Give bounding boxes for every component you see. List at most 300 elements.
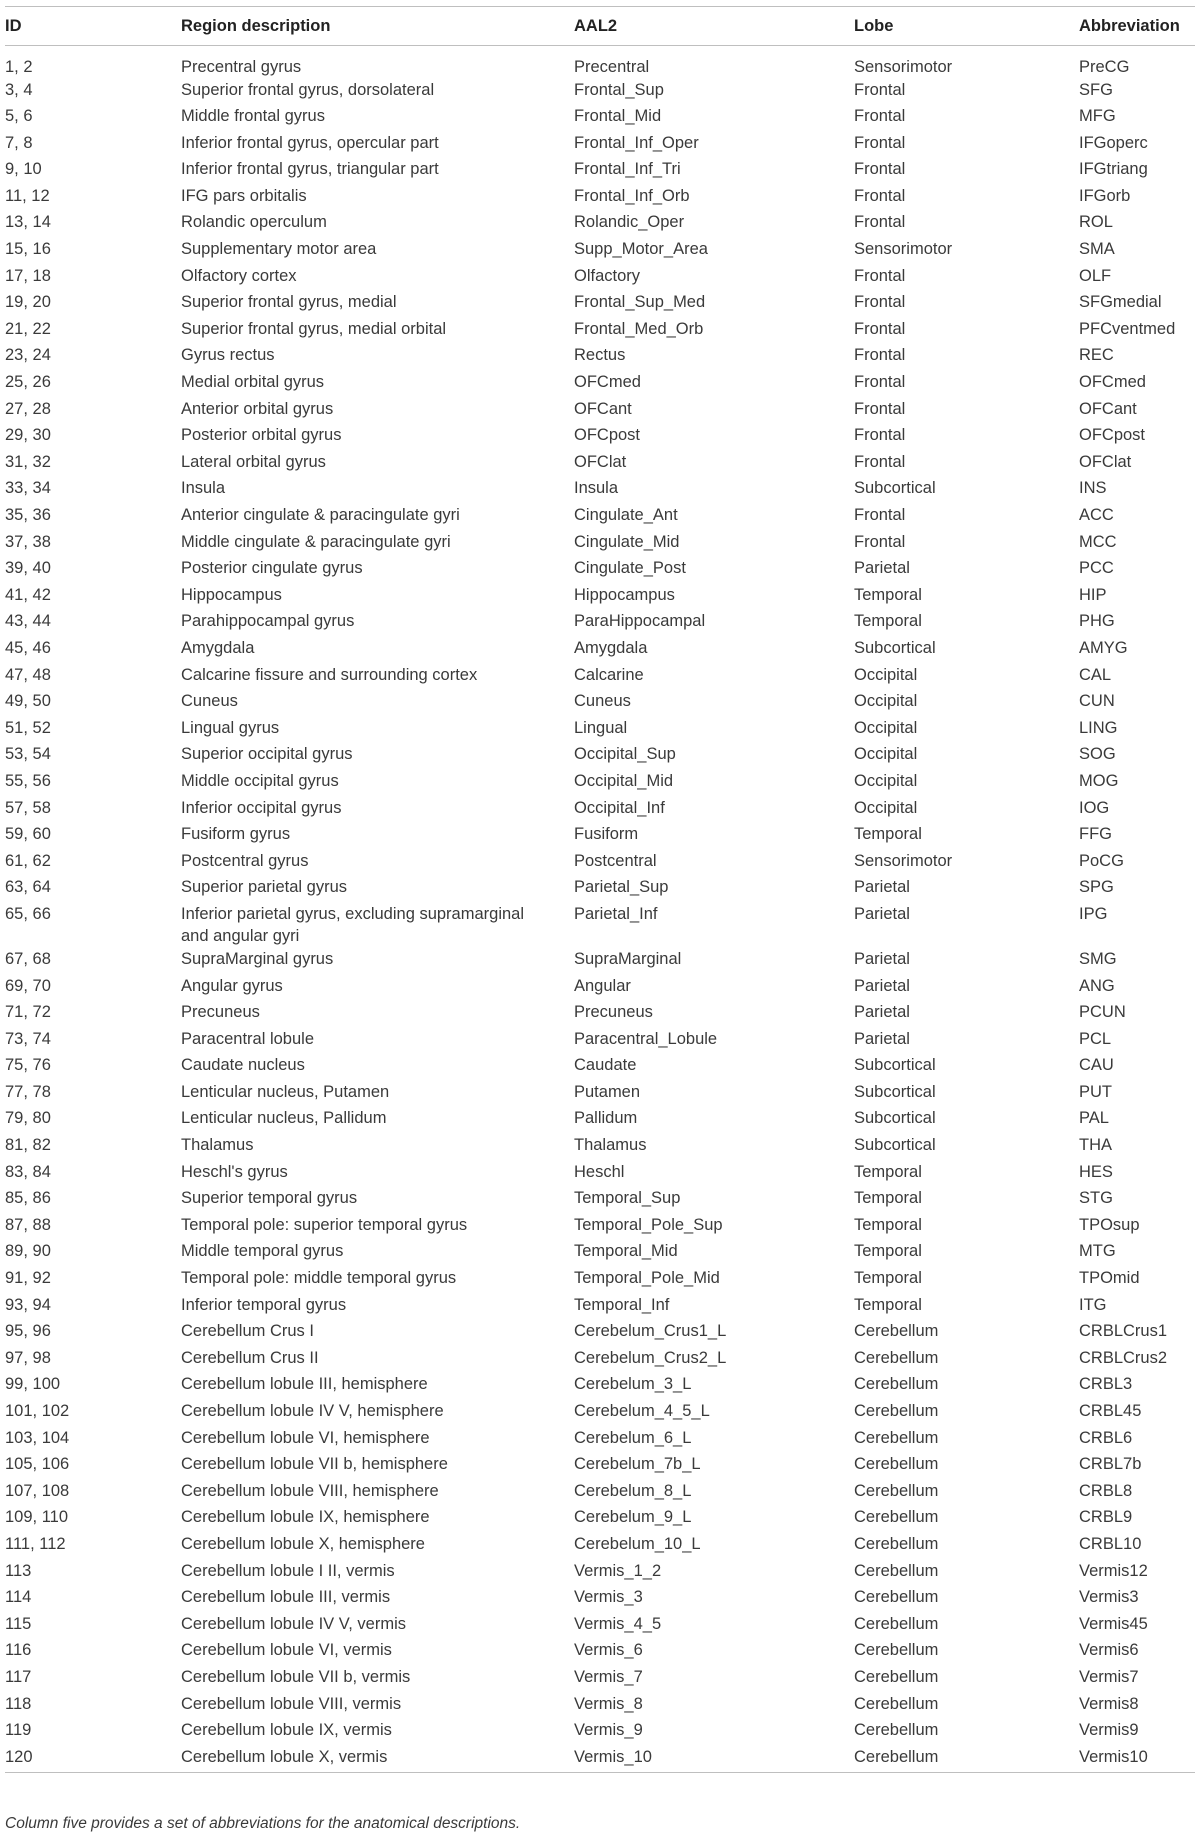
table-row xyxy=(5,770,1195,797)
cell-region-description: Lateral orbital gyrus xyxy=(181,452,326,471)
cell-id: 11, 12 xyxy=(5,186,50,205)
table-row xyxy=(5,1107,1195,1134)
table-row xyxy=(5,105,1195,132)
cell-aal2: Rectus xyxy=(574,346,626,365)
table-row xyxy=(5,1054,1195,1081)
cell-aal2: Occipital_Sup xyxy=(574,745,676,764)
cell-id: 29, 30 xyxy=(5,426,51,445)
cell-lobe: Frontal xyxy=(854,266,906,285)
cell-lobe: Cerebellum xyxy=(854,1588,939,1607)
cell-region-description: SupraMarginal gyrus xyxy=(181,949,334,968)
cell-abbreviation: PCL xyxy=(1079,1029,1112,1048)
cell-id: 117 xyxy=(5,1667,32,1686)
cell-abbreviation: Vermis3 xyxy=(1079,1588,1139,1607)
cell-aal2: Frontal_Inf_Tri xyxy=(574,160,681,179)
table-row xyxy=(5,1560,1195,1587)
cell-lobe: Parietal xyxy=(854,949,910,968)
cell-id: 69, 70 xyxy=(5,976,51,995)
cell-lobe: Subcortical xyxy=(854,1109,936,1128)
table-row xyxy=(5,477,1195,504)
cell-lobe: Cerebellum xyxy=(854,1508,939,1527)
cell-aal2: Pallidum xyxy=(574,1109,638,1128)
table-row xyxy=(5,1081,1195,1108)
table-row xyxy=(5,185,1195,212)
cell-aal2: ParaHippocampal xyxy=(574,612,706,631)
cell-aal2: Cerebelum_3_L xyxy=(574,1375,692,1394)
cell-abbreviation: SPG xyxy=(1079,878,1114,897)
cell-id: 17, 18 xyxy=(5,266,51,285)
cell-id: 115 xyxy=(5,1614,32,1633)
cell-abbreviation: Vermis8 xyxy=(1079,1694,1139,1713)
table-row xyxy=(5,717,1195,744)
table-row xyxy=(5,1746,1195,1773)
cell-id: 45, 46 xyxy=(5,638,51,657)
cell-aal2: Angular xyxy=(574,976,631,995)
cell-id: 67, 68 xyxy=(5,949,51,968)
region-table xyxy=(5,6,1195,1773)
cell-abbreviation: IOG xyxy=(1079,798,1110,817)
cell-aal2: Precuneus xyxy=(574,1003,653,1022)
cell-lobe: Temporal xyxy=(854,1215,922,1234)
cell-region-description: Lenticular nucleus, Pallidum xyxy=(181,1109,387,1128)
cell-lobe: Frontal xyxy=(854,452,906,471)
cell-id: 5, 6 xyxy=(5,107,33,126)
cell-aal2: Temporal_Inf xyxy=(574,1295,670,1314)
table-row xyxy=(5,132,1195,159)
cell-lobe: Occipital xyxy=(854,665,918,684)
cell-id: 113 xyxy=(5,1561,32,1580)
cell-region-description: Cerebellum lobule VIII, hemisphere xyxy=(181,1481,439,1500)
table-row xyxy=(5,1320,1195,1347)
table-row xyxy=(5,1639,1195,1666)
cell-abbreviation: CRBL8 xyxy=(1079,1481,1133,1500)
cell-abbreviation: CRBL45 xyxy=(1079,1402,1142,1420)
cell-lobe: Frontal xyxy=(854,426,906,445)
cell-aal2: Supp_Motor_Area xyxy=(574,240,708,259)
table-row xyxy=(5,1187,1195,1214)
cell-lobe: Sensorimotor xyxy=(854,851,953,870)
cell-abbreviation: FFG xyxy=(1079,825,1112,844)
cell-abbreviation: ACC xyxy=(1079,506,1114,524)
cell-abbreviation: SFG xyxy=(1079,80,1113,99)
cell-aal2: Occipital_Mid xyxy=(574,771,674,790)
table-row xyxy=(5,876,1195,903)
cell-aal2: Fusiform xyxy=(574,825,639,844)
table-row xyxy=(5,584,1195,611)
cell-id: 79, 80 xyxy=(5,1109,51,1128)
cell-region-description: Cerebellum Crus II xyxy=(181,1348,319,1367)
cell-aal2: Paracentral_Lobule xyxy=(574,1029,718,1048)
cell-aal2: Frontal_Sup xyxy=(574,80,664,99)
cell-lobe: Frontal xyxy=(854,506,906,524)
cell-aal2: Temporal_Sup xyxy=(574,1189,681,1208)
cell-region-description: Cerebellum lobule IX, hemisphere xyxy=(181,1508,430,1527)
cell-abbreviation: ITG xyxy=(1079,1295,1107,1314)
cell-lobe: Frontal xyxy=(854,346,906,365)
cell-region-description: Paracentral lobule xyxy=(181,1029,314,1048)
cell-aal2: Heschl xyxy=(574,1162,625,1181)
cell-lobe: Parietal xyxy=(854,904,910,923)
cell-abbreviation: MFG xyxy=(1079,107,1116,126)
cell-aal2: Vermis_10 xyxy=(574,1747,652,1766)
cell-aal2: Cingulate_Mid xyxy=(574,532,680,551)
cell-lobe: Sensorimotor xyxy=(854,240,953,259)
cell-abbreviation: Vermis7 xyxy=(1079,1667,1139,1686)
cell-abbreviation: CRBL6 xyxy=(1079,1428,1133,1447)
cell-region-description: Cerebellum lobule X, hemisphere xyxy=(181,1534,425,1553)
cell-id: 105, 106 xyxy=(5,1455,70,1474)
cell-abbreviation: SMA xyxy=(1079,240,1115,259)
cell-lobe: Cerebellum xyxy=(854,1481,939,1500)
cell-region-description: Gyrus rectus xyxy=(181,346,275,365)
cell-abbreviation: THA xyxy=(1079,1136,1112,1155)
cell-id: 53, 54 xyxy=(5,745,51,764)
cell-lobe: Cerebellum xyxy=(854,1667,939,1686)
cell-abbreviation: CRBL10 xyxy=(1079,1534,1142,1553)
cell-region-description: Postcentral gyrus xyxy=(181,851,309,870)
cell-abbreviation: IFGoperc xyxy=(1079,133,1148,152)
table-row xyxy=(5,1480,1195,1507)
cell-aal2: Hippocampus xyxy=(574,585,675,604)
cell-region-description: Posterior cingulate gyrus xyxy=(181,559,363,578)
cell-id: 97, 98 xyxy=(5,1348,51,1367)
table-row xyxy=(5,1134,1195,1161)
table-row xyxy=(5,1161,1195,1188)
cell-aal2: Cingulate_Post xyxy=(574,559,686,578)
cell-aal2: Frontal_Med_Orb xyxy=(574,319,704,338)
cell-abbreviation: INS xyxy=(1079,479,1107,498)
cell-region-description: Caudate nucleus xyxy=(181,1056,305,1075)
cell-lobe: Temporal xyxy=(854,1242,922,1261)
cell-abbreviation: SOG xyxy=(1079,745,1116,764)
cell-abbreviation: CRBL7b xyxy=(1079,1455,1142,1474)
cell-abbreviation: MCC xyxy=(1079,532,1117,551)
table-row xyxy=(5,1427,1195,1454)
table-row xyxy=(5,211,1195,238)
cell-abbreviation: HIP xyxy=(1079,585,1107,604)
table-footnote: Column five provides a set of abbreviations for the anatomical descriptions. xyxy=(5,1815,521,1832)
cell-region-description: Middle cingulate & paracingulate gyri xyxy=(181,532,451,551)
cell-id: 119 xyxy=(5,1721,32,1740)
cell-region-description: Superior frontal gyrus, medial orbital xyxy=(181,319,447,338)
cell-aal2: Parietal_Inf xyxy=(574,904,658,923)
cell-abbreviation: Vermis9 xyxy=(1079,1721,1139,1740)
table-row xyxy=(5,424,1195,451)
cell-lobe: Frontal xyxy=(854,373,906,392)
cell-region-description: Inferior frontal gyrus, triangular part xyxy=(181,160,439,179)
cell-id: 73, 74 xyxy=(5,1029,51,1048)
cell-aal2: Occipital_Inf xyxy=(574,798,665,817)
cell-abbreviation: SMG xyxy=(1079,949,1117,968)
cell-abbreviation: OFCant xyxy=(1079,399,1137,418)
cell-aal2: OFClat xyxy=(574,452,627,471)
cell-id: 3, 4 xyxy=(5,80,33,99)
table-row xyxy=(5,1028,1195,1055)
cell-region-description: Cerebellum lobule III, vermis xyxy=(181,1588,391,1607)
cell-abbreviation: TPOmid xyxy=(1079,1269,1140,1288)
cell-aal2: Cingulate_Ant xyxy=(574,506,678,524)
table-row xyxy=(5,797,1195,824)
cell-id: 93, 94 xyxy=(5,1295,51,1314)
cell-region-description: Cerebellum lobule IV V, hemisphere xyxy=(181,1402,444,1420)
cell-lobe: Cerebellum xyxy=(854,1455,939,1474)
cell-abbreviation: MTG xyxy=(1079,1242,1116,1261)
cell-abbreviation: CAU xyxy=(1079,1056,1114,1075)
table-row xyxy=(5,531,1195,558)
cell-lobe: Subcortical xyxy=(854,1082,936,1101)
cell-region-description: Middle temporal gyrus xyxy=(181,1242,344,1261)
table-row xyxy=(5,850,1195,877)
table-row xyxy=(5,948,1195,975)
cell-id: 118 xyxy=(5,1694,32,1713)
cell-aal2: Temporal_Mid xyxy=(574,1242,678,1261)
cell-region-description: Cerebellum lobule IV V, vermis xyxy=(181,1614,406,1633)
cell-id: 77, 78 xyxy=(5,1082,51,1101)
cell-abbreviation: ROL xyxy=(1079,213,1113,232)
cell-region-description: Cerebellum lobule III, hemisphere xyxy=(181,1375,428,1394)
cell-region-description: Rolandic operculum xyxy=(181,213,327,232)
cell-region-description: Cerebellum lobule VI, vermis xyxy=(181,1641,392,1660)
table-row xyxy=(5,1347,1195,1374)
cell-aal2: Caudate xyxy=(574,1056,637,1075)
cell-region-description: Insula xyxy=(181,479,226,498)
table-row xyxy=(5,265,1195,292)
table-row xyxy=(5,975,1195,1002)
cell-id: 116 xyxy=(5,1641,32,1660)
cell-region-description: Cerebellum Crus I xyxy=(181,1322,314,1341)
cell-aal2: Frontal_Inf_Oper xyxy=(574,133,699,152)
cell-lobe: Sensorimotor xyxy=(854,58,953,76)
table-row xyxy=(5,1693,1195,1720)
cell-abbreviation: CAL xyxy=(1079,665,1112,684)
cell-lobe: Frontal xyxy=(854,532,906,551)
cell-region-description: Anterior cingulate & paracingulate gyri xyxy=(181,506,460,524)
cell-lobe: Parietal xyxy=(854,1003,910,1022)
cell-lobe: Subcortical xyxy=(854,479,936,498)
table-row xyxy=(5,318,1195,345)
cell-aal2: Putamen xyxy=(574,1082,641,1101)
cell-aal2: Vermis_9 xyxy=(574,1721,643,1740)
cell-region-description: Medial orbital gyrus xyxy=(181,373,325,392)
cell-id: 7, 8 xyxy=(5,133,33,152)
header-aal2: AAL2 xyxy=(574,16,618,35)
cell-aal2: Parietal_Sup xyxy=(574,878,669,897)
cell-region-description: Temporal pole: middle temporal gyrus xyxy=(181,1269,457,1288)
cell-abbreviation: PCC xyxy=(1079,559,1114,578)
cell-region-description: Inferior parietal gyrus, excluding supramarginal and angular gyri xyxy=(181,904,525,946)
cell-id: 63, 64 xyxy=(5,878,51,897)
cell-aal2: Cerebelum_4_5_L xyxy=(574,1402,710,1420)
cell-lobe: Temporal xyxy=(854,1189,922,1208)
cell-id: 71, 72 xyxy=(5,1003,51,1022)
cell-lobe: Temporal xyxy=(854,825,922,844)
cell-abbreviation: PFCventmed xyxy=(1079,319,1176,338)
cell-lobe: Temporal xyxy=(854,585,922,604)
cell-aal2: Thalamus xyxy=(574,1136,647,1155)
cell-aal2: SupraMarginal xyxy=(574,949,682,968)
cell-region-description: Parahippocampal gyrus xyxy=(181,612,355,631)
cell-id: 35, 36 xyxy=(5,506,51,524)
cell-abbreviation: ANG xyxy=(1079,976,1115,995)
cell-abbreviation: Vermis6 xyxy=(1079,1641,1139,1660)
cell-region-description: Superior frontal gyrus, dorsolateral xyxy=(181,80,435,99)
cell-lobe: Temporal xyxy=(854,612,922,631)
cell-id: 37, 38 xyxy=(5,532,51,551)
cell-aal2: Vermis_4_5 xyxy=(574,1614,662,1633)
cell-region-description: Inferior frontal gyrus, opercular part xyxy=(181,133,439,152)
cell-id: 51, 52 xyxy=(5,718,51,737)
cell-aal2: Cuneus xyxy=(574,692,631,711)
table-row xyxy=(5,690,1195,717)
cell-abbreviation: IPG xyxy=(1079,904,1108,923)
table-row xyxy=(5,238,1195,265)
cell-region-description: Anterior orbital gyrus xyxy=(181,399,334,418)
cell-region-description: Superior parietal gyrus xyxy=(181,878,347,897)
table-row xyxy=(5,344,1195,371)
cell-aal2: Cerebelum_9_L xyxy=(574,1508,692,1527)
cell-region-description: Superior occipital gyrus xyxy=(181,745,353,764)
cell-abbreviation: PreCG xyxy=(1079,58,1130,76)
cell-lobe: Subcortical xyxy=(854,1056,936,1075)
cell-abbreviation: PCUN xyxy=(1079,1003,1126,1022)
cell-abbreviation: LING xyxy=(1079,718,1118,737)
cell-id: 25, 26 xyxy=(5,373,51,392)
cell-lobe: Frontal xyxy=(854,319,906,338)
cell-lobe: Frontal xyxy=(854,213,906,232)
cell-abbreviation: CRBLCrus1 xyxy=(1079,1322,1168,1341)
table-row xyxy=(5,1400,1195,1427)
cell-abbreviation: Vermis45 xyxy=(1079,1614,1148,1633)
table-row xyxy=(5,1294,1195,1321)
cell-abbreviation: IFGorb xyxy=(1079,186,1131,205)
cell-aal2: OFCpost xyxy=(574,426,641,445)
cell-id: 33, 34 xyxy=(5,479,51,498)
cell-region-description: Supplementary motor area xyxy=(181,240,377,259)
cell-lobe: Cerebellum xyxy=(854,1322,939,1341)
cell-aal2: Frontal_Mid xyxy=(574,107,662,126)
table-row xyxy=(5,1533,1195,1560)
cell-id: 1, 2 xyxy=(5,58,33,76)
cell-lobe: Temporal xyxy=(854,1162,922,1181)
cell-aal2: Olfactory xyxy=(574,266,641,285)
header-abbreviation: Abbreviation xyxy=(1079,16,1180,35)
table-body xyxy=(5,46,1195,1773)
table-row xyxy=(5,637,1195,664)
cell-region-description: Cuneus xyxy=(181,692,238,711)
cell-aal2: Cerebelum_Crus2_L xyxy=(574,1348,727,1367)
cell-aal2: OFCant xyxy=(574,399,632,418)
cell-abbreviation: PUT xyxy=(1079,1082,1112,1101)
cell-id: 89, 90 xyxy=(5,1242,51,1261)
table-row xyxy=(5,46,1195,79)
cell-lobe: Cerebellum xyxy=(854,1614,939,1633)
cell-lobe: Parietal xyxy=(854,878,910,897)
cell-aal2: Cerebelum_10_L xyxy=(574,1534,701,1553)
cell-aal2: Frontal_Sup_Med xyxy=(574,293,706,312)
cell-region-description: Calcarine fissure and surrounding cortex xyxy=(181,665,478,684)
cell-abbreviation: MOG xyxy=(1079,771,1119,790)
cell-lobe: Occipital xyxy=(854,798,918,817)
table-row xyxy=(5,451,1195,478)
cell-id: 99, 100 xyxy=(5,1375,61,1394)
cell-aal2: Calcarine xyxy=(574,665,644,684)
table-row xyxy=(5,1506,1195,1533)
cell-id: 21, 22 xyxy=(5,319,51,338)
cell-id: 109, 110 xyxy=(5,1508,69,1527)
cell-lobe: Temporal xyxy=(854,1269,922,1288)
cell-id: 61, 62 xyxy=(5,851,51,870)
cell-abbreviation: OFCmed xyxy=(1079,373,1146,392)
table-row xyxy=(5,823,1195,850)
cell-abbreviation: CRBLCrus2 xyxy=(1079,1348,1168,1367)
cell-lobe: Parietal xyxy=(854,1029,910,1048)
cell-abbreviation: TPOsup xyxy=(1079,1215,1140,1234)
cell-aal2: Cerebelum_Crus1_L xyxy=(574,1322,727,1341)
cell-id: 85, 86 xyxy=(5,1189,51,1208)
cell-region-description: IFG pars orbitalis xyxy=(181,186,307,205)
cell-aal2: Postcentral xyxy=(574,851,657,870)
cell-id: 103, 104 xyxy=(5,1428,70,1447)
table-header xyxy=(5,7,1195,46)
table-row xyxy=(5,398,1195,425)
table-row xyxy=(5,371,1195,398)
cell-lobe: Frontal xyxy=(854,80,906,99)
cell-aal2: Vermis_7 xyxy=(574,1667,643,1686)
cell-region-description: Superior temporal gyrus xyxy=(181,1189,358,1208)
cell-abbreviation: OFClat xyxy=(1079,452,1132,471)
cell-lobe: Cerebellum xyxy=(854,1641,939,1660)
cell-region-description: Superior frontal gyrus, medial xyxy=(181,293,397,312)
cell-abbreviation: OLF xyxy=(1079,266,1112,285)
cell-lobe: Cerebellum xyxy=(854,1428,939,1447)
cell-lobe: Cerebellum xyxy=(854,1348,939,1367)
cell-region-description: Heschl's gyrus xyxy=(181,1162,288,1181)
cell-abbreviation: Vermis12 xyxy=(1079,1561,1148,1580)
cell-region-description: Fusiform gyrus xyxy=(181,825,291,844)
table-row xyxy=(5,664,1195,691)
cell-lobe: Cerebellum xyxy=(854,1747,939,1766)
cell-aal2: Precentral xyxy=(574,58,650,76)
cell-region-description: Cerebellum lobule IX, vermis xyxy=(181,1721,392,1740)
table-row xyxy=(5,1373,1195,1400)
table-row xyxy=(5,1214,1195,1241)
cell-id: 15, 16 xyxy=(5,240,51,259)
cell-region-description: Cerebellum lobule VII b, vermis xyxy=(181,1667,411,1686)
cell-id: 59, 60 xyxy=(5,825,51,844)
cell-lobe: Cerebellum xyxy=(854,1721,939,1740)
cell-abbreviation: SFGmedial xyxy=(1079,293,1162,312)
cell-aal2: Amygdala xyxy=(574,638,648,657)
cell-region-description: Cerebellum lobule VIII, vermis xyxy=(181,1694,402,1713)
cell-region-description: Angular gyrus xyxy=(181,976,283,995)
cell-aal2: Frontal_Inf_Orb xyxy=(574,186,690,205)
cell-region-description: Cerebellum lobule I II, vermis xyxy=(181,1561,395,1580)
cell-lobe: Cerebellum xyxy=(854,1561,939,1580)
cell-lobe: Temporal xyxy=(854,1295,922,1314)
table-row xyxy=(5,1267,1195,1294)
table-row xyxy=(5,1666,1195,1693)
cell-id: 31, 32 xyxy=(5,452,51,471)
table-row xyxy=(5,504,1195,531)
cell-lobe: Occipital xyxy=(854,771,918,790)
cell-lobe: Occipital xyxy=(854,745,918,764)
cell-region-description: Lenticular nucleus, Putamen xyxy=(181,1082,390,1101)
cell-abbreviation: CRBL3 xyxy=(1079,1375,1133,1394)
cell-region-description: Cerebellum lobule X, vermis xyxy=(181,1747,388,1766)
cell-lobe: Frontal xyxy=(854,107,906,126)
cell-lobe: Cerebellum xyxy=(854,1534,939,1553)
cell-id: 120 xyxy=(5,1747,33,1766)
